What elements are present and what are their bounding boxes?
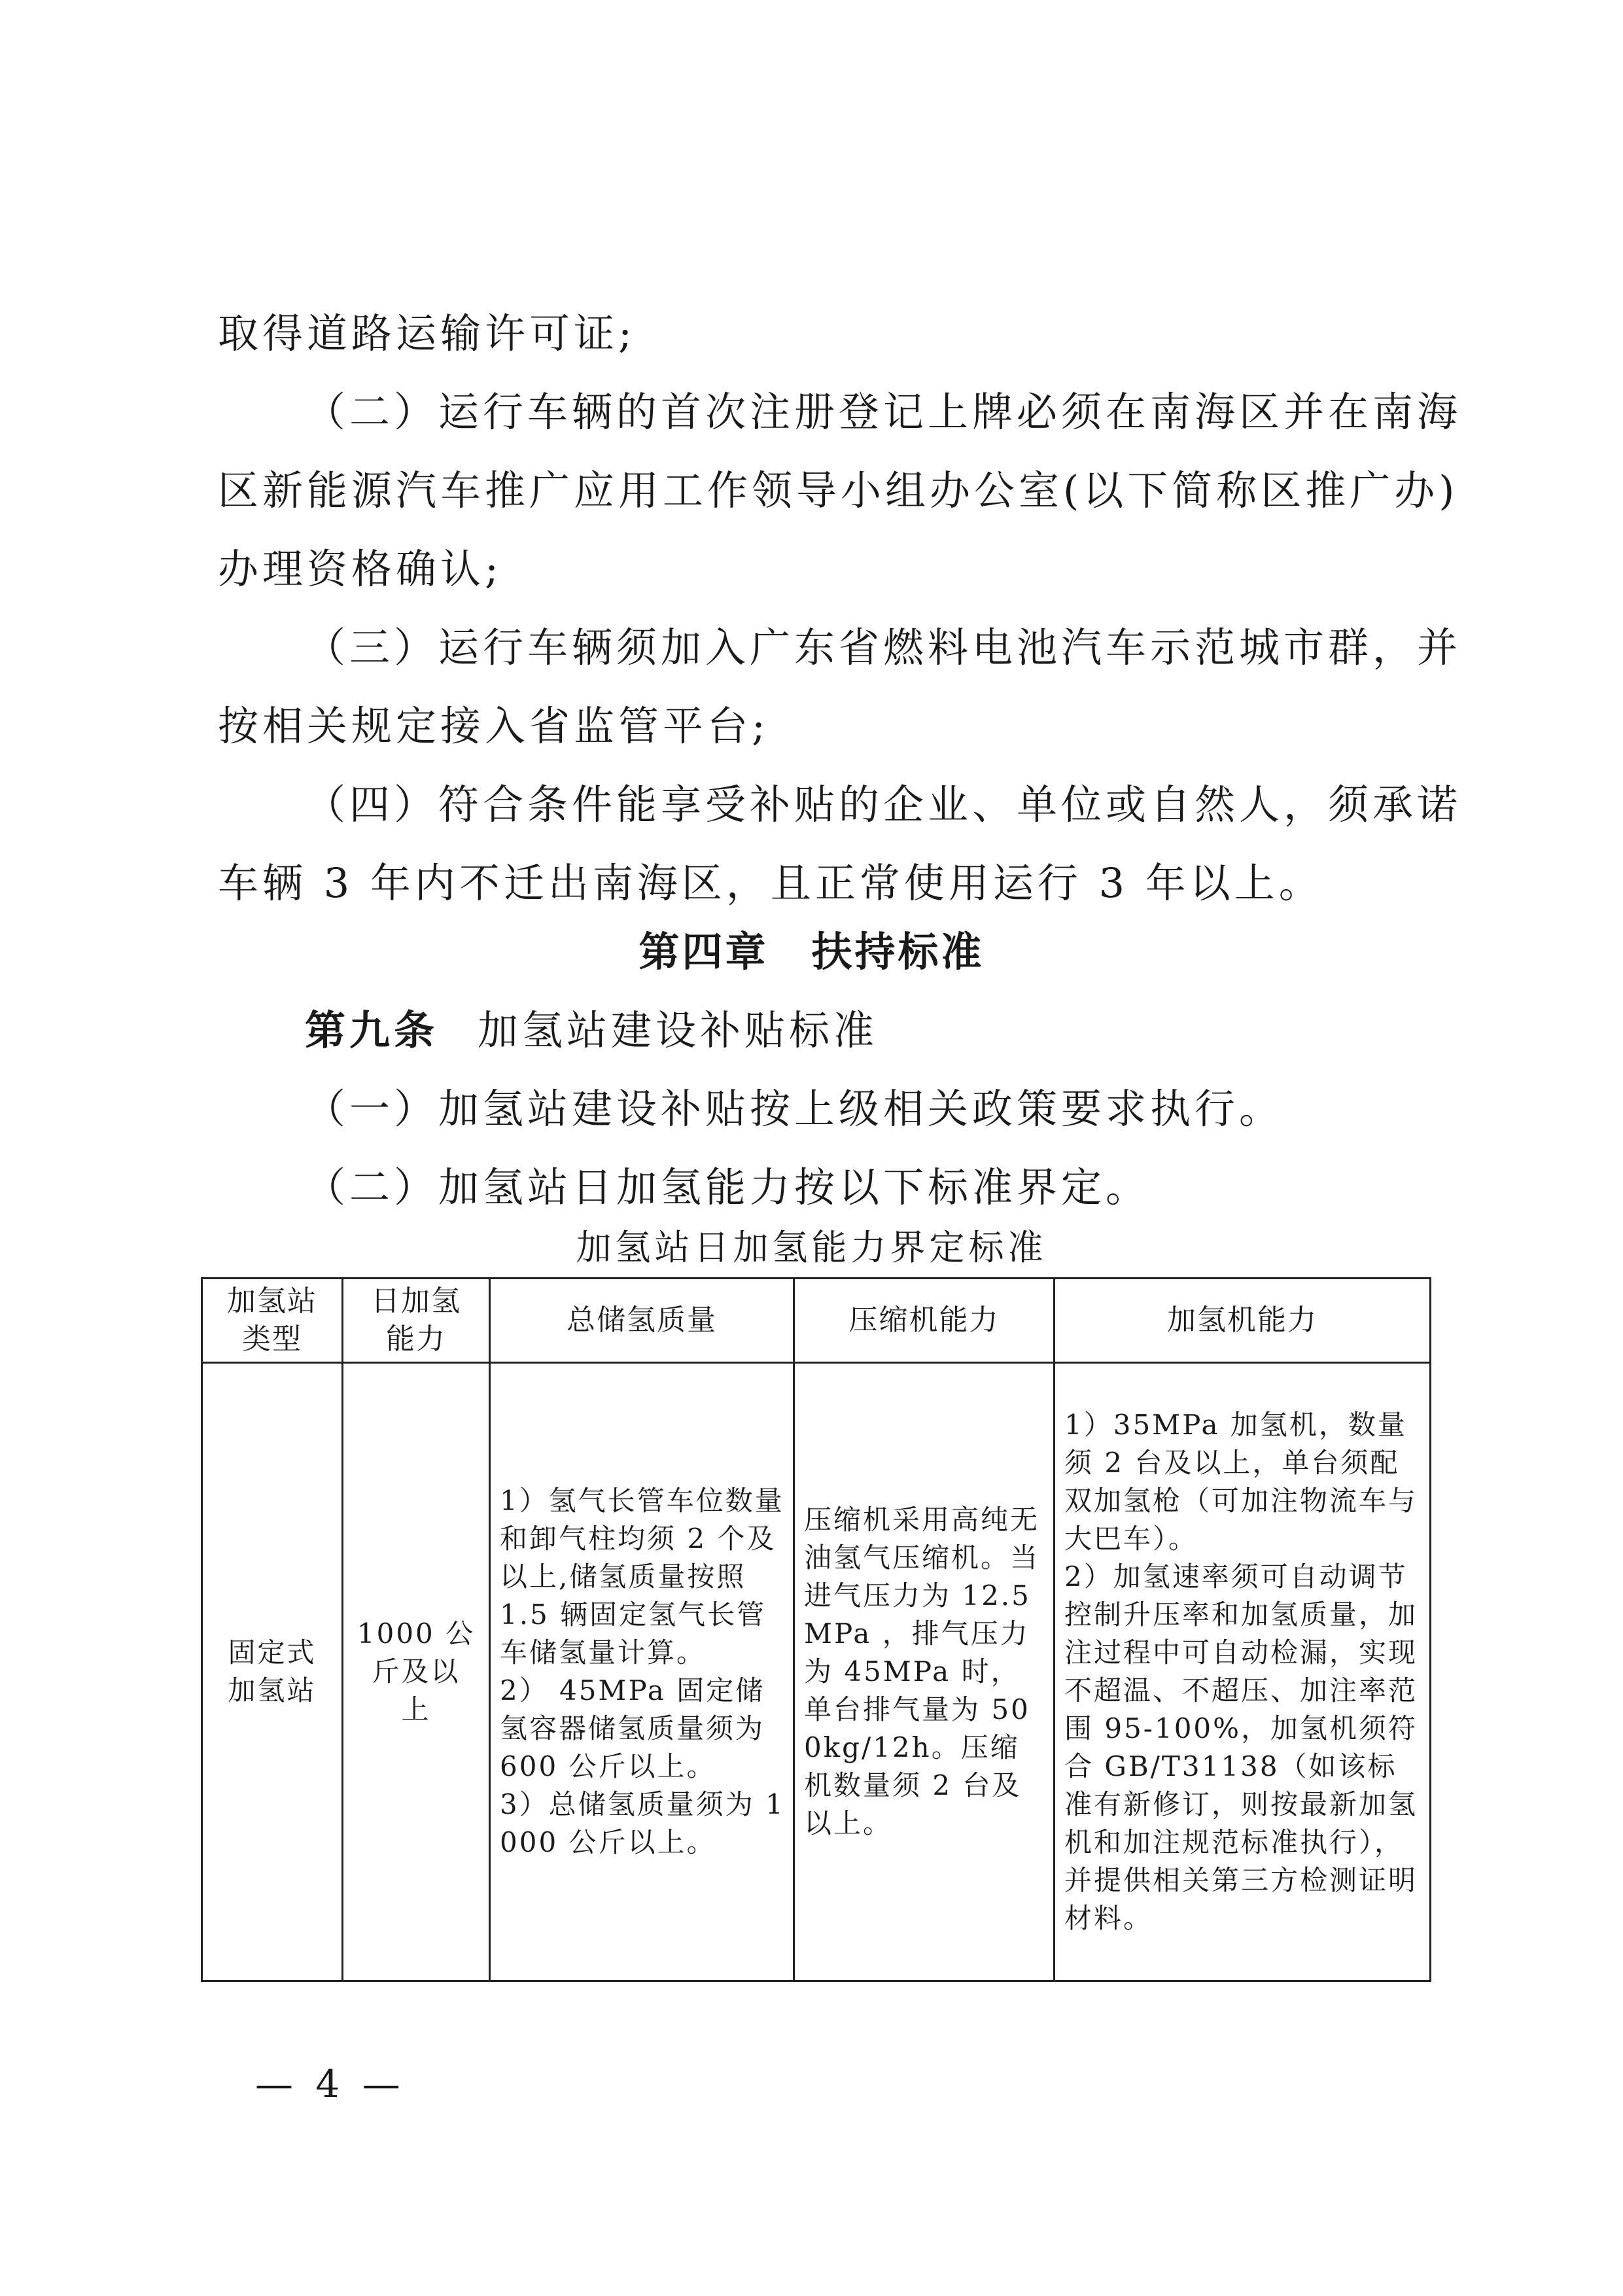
page-number: — 4 — xyxy=(255,2062,406,2106)
header-daily-capacity: 日加氢 能力 xyxy=(343,1279,490,1363)
article-heading xyxy=(305,1004,878,1057)
table-row xyxy=(202,1363,1431,1981)
header-total-storage: 总储氢质量 xyxy=(490,1279,794,1363)
paragraph-item-4: （四）符合条件能享受补贴的企业、单位或自然人，须承诺 xyxy=(305,781,1462,828)
paragraph-item-2: （二）运行车辆的首次注册登记上牌必须在南海区并在南海 xyxy=(305,388,1462,436)
cell-station-type: 固定式 加氢站 xyxy=(202,1363,343,1981)
article-title: 加氢站建设补贴标准 xyxy=(478,1006,879,1054)
paragraph-text: 车辆 3 年内不迁出南海区，且正常使用运行 3 年以上。 xyxy=(218,859,1323,907)
cell-compressor: 压缩机采用高纯无油氢气压缩机。当进气压力为 12.5MPa ，排气压力为 45MPa 时，单台排气量为 500kg/12h。压缩机数量须 2 台及以上。 xyxy=(794,1363,1055,1981)
table-caption: 加氢站日加氢能力界定标准 xyxy=(576,1227,1047,1268)
paragraph-text: 办理资格确认; xyxy=(218,545,502,593)
cell-total-storage: 1）氢气长管车位数量和卸气柱均须 2 个及以上,储氢质量按照 1.5 辆固定氢气长管车储氢量计算。 2） 45MPa 固定储氢容器储氢质量须为 600 公斤以上。 3）总储氢质量须为 1000 公斤以上。 xyxy=(490,1363,794,1981)
paragraph-text: 区新能源汽车推广应用工作领导小组办公室(以下简称区推广办) xyxy=(218,467,1459,514)
table-header-row xyxy=(202,1279,1431,1363)
header-station-type: 加氢站 类型 xyxy=(202,1279,343,1363)
article-label: 第九条 xyxy=(305,1006,439,1054)
header-compressor: 压缩机能力 xyxy=(794,1279,1055,1363)
cell-dispenser: 1）35MPa 加氢机，数量须 2 台及以上，单台须配双加氢枪（可加注物流车与大巴车）。 2）加氢速率须可自动调节控制升压率和加氢质量，加注过程中可自动检漏，实现不超温、不超压、加注率范围 95-100%，加氢机须符合 GB/T31138（如该标准有新修订，则按最新加氢机和加注规范标准执行），并提供相关第三方检测证明材料。 xyxy=(1055,1363,1431,1981)
paragraph-text: 取得道路运输许可证; xyxy=(218,309,636,357)
hydrogen-station-standard-table xyxy=(201,1277,1431,1982)
article-item-1: （一）加氢站建设补贴按上级相关政策要求执行。 xyxy=(305,1085,1284,1133)
cell-daily-capacity: 1000 公 斤及以 上 xyxy=(343,1363,490,1981)
chapter-title: 第四章 扶持标准 xyxy=(638,928,985,976)
article-item-2: （二）加氢站日加氢能力按以下标准界定。 xyxy=(305,1163,1151,1211)
header-dispenser: 加氢机能力 xyxy=(1055,1279,1431,1363)
paragraph-item-3: （三）运行车辆须加入广东省燃料电池汽车示范城市群，并 xyxy=(305,624,1462,671)
paragraph-text: 按相关规定接入省监管平台; xyxy=(218,702,769,750)
